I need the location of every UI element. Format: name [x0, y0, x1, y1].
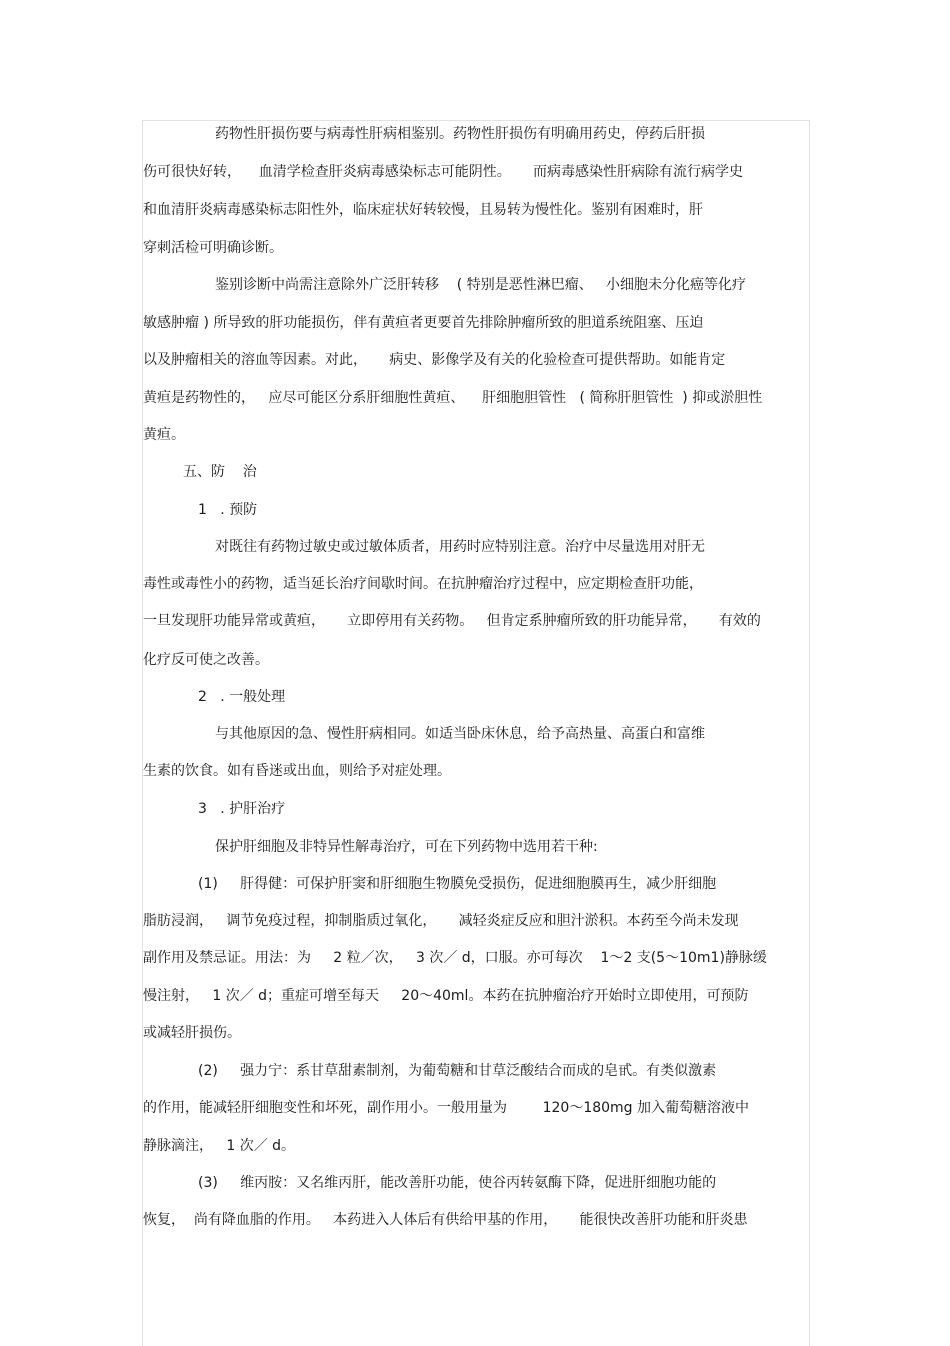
text-line: 药物性肝损伤要与病毒性肝病相鉴别。药物性肝损伤有明确用药史，停药后肝损 [215, 126, 705, 142]
text-line: 或减轻肝损伤。 [143, 1025, 241, 1041]
text-line: 生素的饮食。如有昏迷或出血，则给予对症处理。 [143, 763, 451, 779]
text-line: 一旦发现肝功能异常或黄疸， 立即停用有关药物。 但肯定系肿瘤所致的肝功能异常， 有效的 [143, 613, 761, 629]
text-line: 鉴别诊断中尚需注意除外广泛肝转移 ( 特别是恶性淋巴瘤、 小细胞未分化癌等化疗 [215, 277, 747, 293]
text-line: 伤可很快好转， 血清学检查肝炎病毒感染标志可能阴性。 而病毒感染性肝病除有流行病学史 [143, 164, 744, 180]
text-line: 静脉滴注， 1 次／ d。 [143, 1138, 296, 1154]
text-line: 化疗反可使之改善。 [143, 652, 269, 668]
text-line: (3) 维丙胺：又名维丙肝，能改善肝功能，使谷丙转氨酶下降，促进肝细胞功能的 [198, 1175, 717, 1191]
text-line: 和血清肝炎病毒感染标志阳性外，临床症状好转较慢，且易转为慢性化。鉴别有困难时，肝 [143, 202, 703, 218]
text-line: 的作用，能减轻肝细胞变性和坏死，副作用小。一般用量为 120～180mg 加入葡萄糖溶液中 [143, 1100, 750, 1116]
text-line: 穿刺活检可明确诊断。 [143, 240, 283, 256]
text-line: 与其他原因的急、慢性肝病相同。如适当卧床休息，给予高热量、高蛋白和富维 [215, 726, 705, 742]
section-heading: 五、防 治 [183, 464, 257, 480]
text-line: 对既往有药物过敏史或过敏体质者，用药时应特别注意。治疗中尽量选用对肝无 [215, 539, 705, 555]
text-line: 以及肿瘤相关的溶血等因素。对此， 病史、影像学及有关的化验检查可提供帮助。如能肯定 [143, 352, 726, 368]
text-line: 副作用及禁忌证。用法：为 2 粒／次， 3 次／ d，口服。亦可每次 1～2 支(5～10m1)静脉缓 [143, 950, 767, 966]
text-line: (2) 强力宁：系甘草甜素制剂，为葡萄糖和甘草泛酸结合而成的皂甙。有类似激素 [198, 1063, 717, 1079]
subsection-heading: 2 . 一般处理 [198, 689, 286, 705]
text-line: 黄疸是药物性的， 应尽可能区分系肝细胞性黄疸、 肝细胞胆管性 ( 简称肝胆管性 ) 抑或淤胆性 [143, 390, 763, 406]
subsection-heading: 1 . 预防 [198, 502, 258, 518]
text-line: 黄疸。 [143, 427, 185, 443]
subsection-heading: 3 . 护肝治疗 [198, 801, 286, 817]
text-line: 毒性或毒性小的药物，适当延长治疗间歇时间。在抗肿瘤治疗过程中，应定期检查肝功能， [143, 576, 703, 592]
text-line: 慢注射， 1 次／ d；重症可增至每天 20～40ml。本药在抗肿瘤治疗开始时立即使用，可预防 [143, 988, 749, 1004]
text-line: 保护肝细胞及非特异性解毒治疗，可在下列药物中选用若干种: [215, 839, 598, 855]
text-line: (1) 肝得健：可保护肝窦和肝细胞生物膜免受损伤，促进细胞膜再生，减少肝细胞 [198, 876, 717, 892]
text-line: 恢复， 尚有降血脂的作用。 本药进入人体后有供给甲基的作用， 能很快改善肝功能和肝炎患 [143, 1212, 748, 1228]
text-line: 敏感肿瘤 ) 所导致的肝功能损伤，伴有黄疸者更要首先排除肿瘤所致的胆道系统阻塞、压迫 [143, 315, 704, 331]
text-line: 脂肪浸润， 调节免疫过程，抑制脂质过氧化， 减轻炎症反应和胆汁淤积。本药至今尚未发现 [143, 913, 739, 929]
